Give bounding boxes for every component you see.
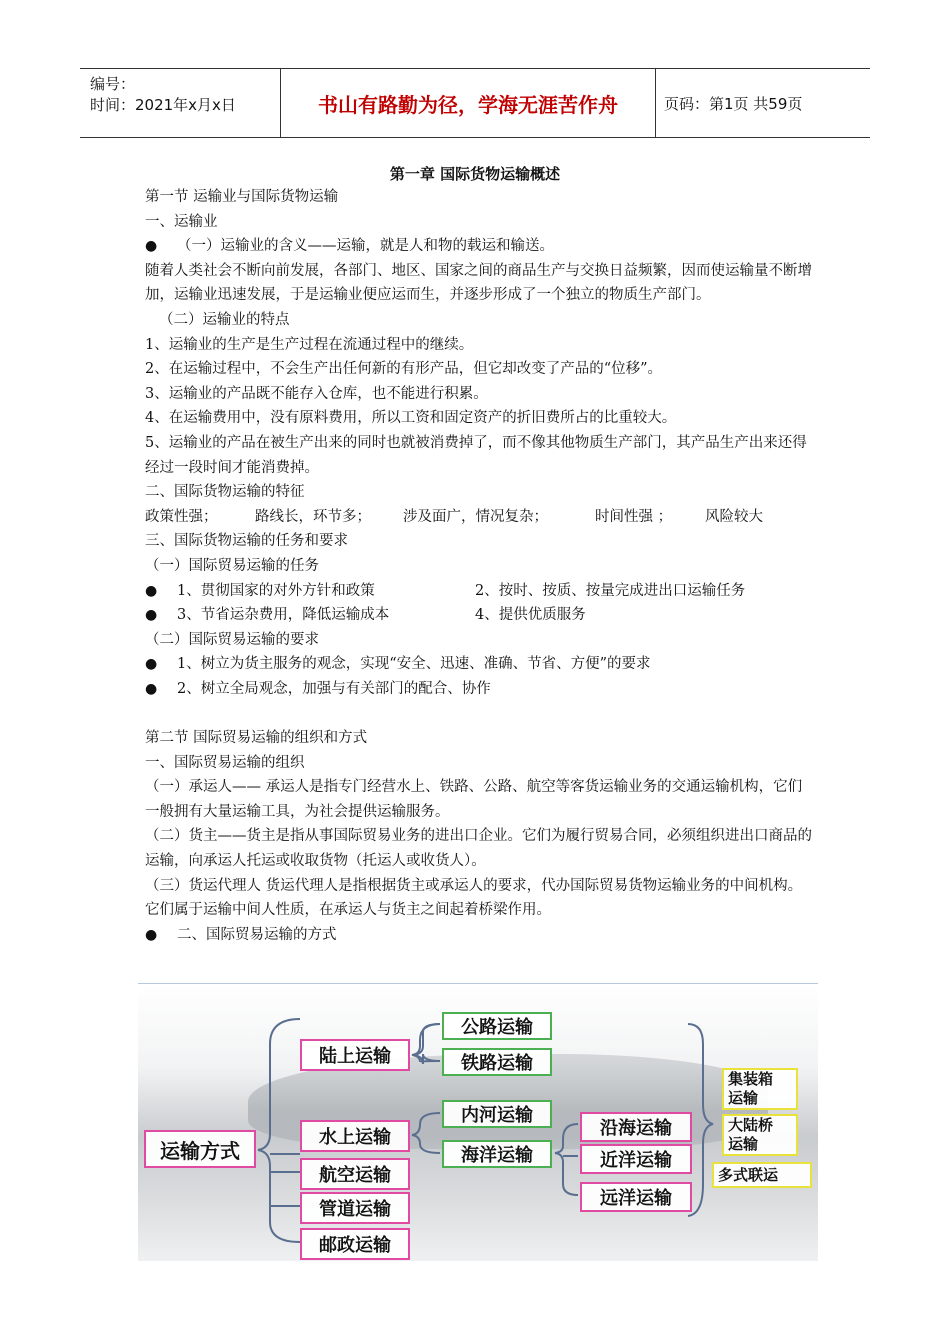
features-row bbox=[145, 505, 815, 530]
node-air: 航空运输 bbox=[300, 1158, 410, 1190]
transport-modes-diagram bbox=[138, 983, 818, 1261]
number-label: 编号： bbox=[90, 75, 136, 93]
node-road: 公路运输 bbox=[442, 1012, 552, 1040]
paragraph: （三）货运代理人 货运代理人是指根据货主或承运人的要求，代办国际贸易货物运输业务的中间机构。它们属于运输中间人性质，在承运人与货主之间起着桥梁作用。 bbox=[145, 877, 803, 919]
node-ocean: 海洋运输 bbox=[442, 1140, 552, 1168]
header-meta bbox=[80, 69, 280, 137]
time-label: 时间：2021年x月x日 bbox=[90, 96, 236, 114]
feature-item: 时间性强 ； bbox=[595, 508, 673, 525]
header-motto-cell bbox=[280, 69, 656, 137]
subheading: 二、国际货物运输的特征 bbox=[145, 484, 305, 501]
bullet-paragraph: ● 二、国际贸易运输的方式 bbox=[145, 923, 815, 948]
paragraph: （一）承运人—— 承运人是指专门经营水上、铁路、公路、航空等客货运输业务的交通运输机构，它们一般拥有大量运输工具，为社会提供运输服务。 bbox=[145, 779, 803, 820]
node-root: 运输方式 bbox=[144, 1130, 256, 1168]
bullet-row: ● 1、树立为货主服务的观念，实现“安全、迅速、准确、节省、方便”的要求 bbox=[145, 652, 815, 677]
paragraph: 随着人类社会不断向前发展，各部门、地区、国家之间的商品生产与交换日益频繁，因而使运输量不断增加，运输业迅速发展，于是运输业便应运而生，并逐步形成了一个独立的物质生产部门。 bbox=[145, 262, 812, 304]
page-info: 页码：第1页 共59页 bbox=[664, 94, 803, 113]
section-heading: 第一节 运输业与国际货物运输 bbox=[145, 189, 339, 205]
subheading: 三、国际货物运输的任务和要求 bbox=[145, 533, 348, 550]
bullet-icon: ● bbox=[145, 926, 158, 943]
feature-item: 路线长，环节多； bbox=[255, 508, 371, 525]
node-postal: 邮政运输 bbox=[300, 1228, 410, 1260]
bullet-row: ● 3、节省运杂费用，降低运输成本 4、提供优质服务 bbox=[145, 603, 815, 628]
feature-item: 政策性强； bbox=[145, 508, 218, 525]
node-landbridge: 大陆桥 运输 bbox=[722, 1114, 798, 1156]
list-item: 1、运输业的生产是生产过程在流通过程中的继续。 bbox=[145, 336, 474, 353]
subheading: （二）运输业的特点 bbox=[159, 311, 290, 328]
node-coastal: 沿海运输 bbox=[580, 1112, 692, 1142]
bullet-row: ● 1、贯彻国家的对外方针和政策 2、按时、按质、按量完成进出口运输任务 bbox=[145, 579, 815, 604]
page-header bbox=[80, 68, 870, 138]
subheading: 一、国际贸易运输的组织 bbox=[145, 754, 305, 771]
header-page-cell bbox=[655, 69, 879, 137]
subheading: 一、运输业 bbox=[145, 213, 218, 230]
feature-item: 涉及面广，情况复杂； bbox=[403, 508, 548, 525]
list-item: 5、运输业的产品在被生产出来的同时也就被消费掉了，而不像其他物质生产部门，其产品生产出来还得经过一段时间才能消费掉。 bbox=[145, 434, 807, 476]
chapter-title: 第一章 国际货物运输概述 bbox=[389, 165, 561, 183]
bullet-icon: ● bbox=[145, 656, 158, 673]
feature-item: 风险较大 bbox=[705, 508, 763, 525]
bullet-paragraph: ● （一）运输业的含义——运输，就是人和物的载运和输送。 bbox=[145, 234, 815, 259]
node-rail: 铁路运输 bbox=[442, 1048, 552, 1076]
bullet-icon: ● bbox=[145, 607, 158, 624]
document-body bbox=[145, 185, 815, 947]
motto: 书山有路勤为径，学海无涯苦作舟 bbox=[318, 92, 618, 117]
subheading: （一）国际贸易运输的任务 bbox=[145, 557, 319, 574]
bullet-icon: ● bbox=[145, 680, 158, 697]
list-item: 2、在运输过程中，不会生产出任何新的有形产品，但它却改变了产品的“位移”。 bbox=[145, 361, 663, 378]
bullet-icon: ● bbox=[145, 238, 158, 255]
node-far-sea: 远洋运输 bbox=[580, 1182, 692, 1212]
bullet-row: ● 2、树立全局观念，加强与有关部门的配合、协作 bbox=[145, 677, 815, 702]
section-heading: 第二节 国际贸易运输的组织和方式 bbox=[145, 730, 368, 747]
node-near-sea: 近洋运输 bbox=[580, 1144, 692, 1174]
paragraph: （二）货主——货主是指从事国际贸易业务的进出口企业。它们为履行贸易合同，必须组织进出口商品的运输，向承运人托运或收取货物（托运人或收货人）。 bbox=[145, 828, 812, 870]
node-container: 集装箱 运输 bbox=[722, 1068, 798, 1110]
node-water: 水上运输 bbox=[300, 1120, 410, 1152]
list-item: 3、运输业的产品既不能存入仓库，也不能进行积累。 bbox=[145, 385, 488, 402]
list-item: 4、在运输费用中，没有原料费用，所以工资和固定资产的折旧费所占的比重较大。 bbox=[145, 410, 677, 427]
node-land: 陆上运输 bbox=[300, 1039, 410, 1071]
node-pipeline: 管道运输 bbox=[300, 1192, 410, 1224]
node-multimodal: 多式联运 bbox=[712, 1162, 812, 1188]
bullet-icon: ● bbox=[145, 582, 158, 599]
subheading: （二）国际贸易运输的要求 bbox=[145, 631, 319, 648]
node-inland: 内河运输 bbox=[442, 1100, 552, 1128]
